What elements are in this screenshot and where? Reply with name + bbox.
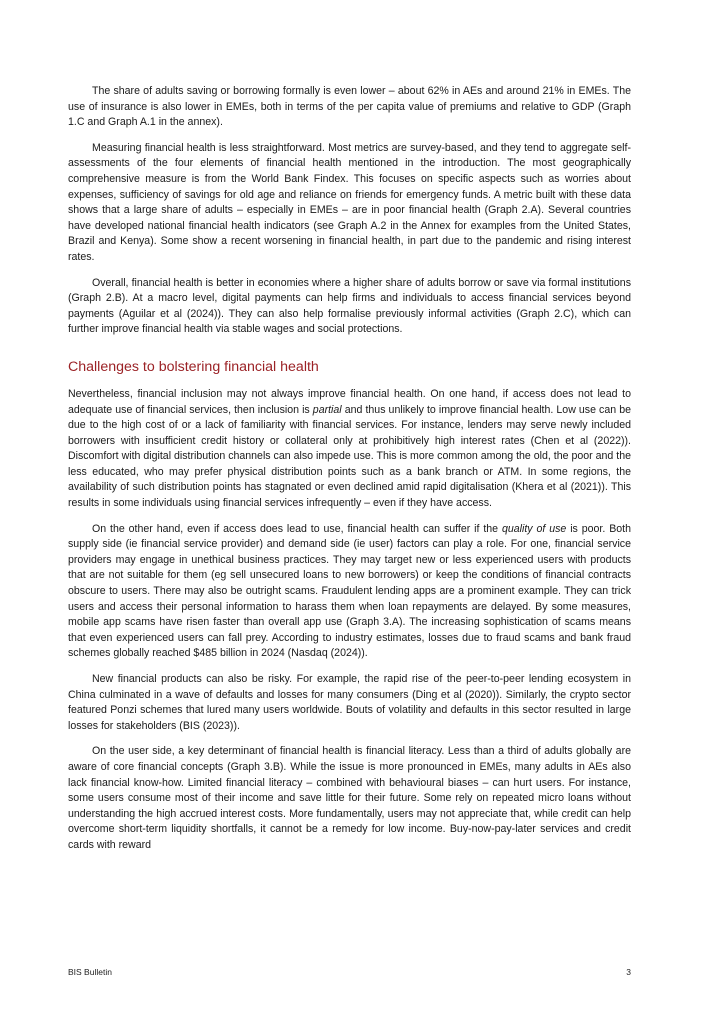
section-heading: Challenges to bolstering financial health xyxy=(68,358,319,375)
paragraph-4-part-b: and thus unlikely to improve financial health. Low use can be due to the high cost of or a lack of familiarity with financial services. For instance, lenders may serve newly included borrowers with insufficient credit history or collateral only at prohibitively high interest rates (Chen et al (2022)). Discomfort with digital distribution channels can also impede use. This is more common among the old, the poor and the less educated, who may prefer physical distribution points such as a bank branch or ATM. In some regions, the availability of such distribution points has stagnated or even declined amid rapid digitalisation (Khera et al (2021)). This results in some individuals using financial services infrequently – even if they have access. xyxy=(68,403,631,510)
footer-publication: BIS Bulletin xyxy=(68,967,112,977)
paragraph-5-part-b: is poor. Both supply side (ie financial service provider) and demand side (ie user) factors can play a role. For one, financial service providers may engage in unethical business practices. They may target new or less experienced users with products that are not suitable for them (eg sell unsecured loans to new borrowers) or keep the conditions of financial contracts obscure to users. There may also be outright scams. Fraudulent lending apps are a prominent example. They can trick users and access their personal information to harass them when loan repayments are delayed. By some measures, mobile app scams have risen faster than overall app use (Graph 3.A). The increasing sophistication of scams means that even experienced users can fall prey. According to industry estimates, losses due to fraud scams and bank fraud schemes globally reached $485 billion in 2024 (Nasdaq (2024)). xyxy=(68,522,631,660)
page-footer xyxy=(68,967,631,977)
page-number: 3 xyxy=(626,967,631,977)
paragraph-5-emphasis: quality of use xyxy=(501,522,567,535)
paragraph-4-emphasis: partial xyxy=(312,403,342,416)
paragraph-4 xyxy=(68,387,631,512)
paragraph-5-part-a: On the other hand, even if access does lead to use, financial health can suffer if the xyxy=(92,522,502,535)
paragraph-1: The share of adults saving or borrowing formally is even lower – about 62% in AEs and around 21% in EMEs. The use of insurance is also lower in EMEs, both in terms of the per capita value of premiums and relative to GDP (Graph 1.C and Graph A.1 in the annex). xyxy=(68,85,631,129)
paragraph-2: Measuring financial health is less straightforward. Most metrics are survey-based, and they tend to aggregate self-assessments of the four elements of financial health mentioned in the introduction. The most geographically comprehensive measure is from the World Bank Findex. This focuses on specific aspects such as worries about expenses, sufficiency of savings for old age and reliance on friends for emergency funds. A metric built with these data shows that a large share of adults – especially in EMEs – are in poor financial health (Graph 2.A). Several countries have developed national financial health indicators (see Graph A.2 in the Annex for examples from the United States, Brazil and Kenya). Some show a recent worsening in financial health, in part due to the pandemic and rising interest rates. xyxy=(68,141,631,263)
paragraph-6: New financial products can also be risky. For example, the rapid rise of the peer-to-peer lending ecosystem in China culminated in a wave of defaults and losses for many consumers (Ding et al (2020)). Similarly, the crypto sector featured Ponzi schemes that lured many users worldwide. Bouts of volatility and defaults in this sector resulted in large losses for stakeholders (BIS (2023)). xyxy=(68,673,631,732)
document-body xyxy=(68,84,631,864)
paragraph-7: On the user side, a key determinant of financial health is financial literacy. Less than a third of adults globally are aware of core financial concepts (Graph 3.B). While the issue is more pronounced in EMEs, many adults in AEs also lack financial know-how. Limited financial literacy – combined with behavioural biases – can hurt users. For instance, some users consume most of their income and save little for their future. Some rely on repeated micro loans without understanding the high accrued interest costs. More fundamentally, users may not appreciate that, while credit can help overcome short-term liquidity shortfalls, it cannot be a remedy for low income. Buy-now-pay-later services and credit cards with reward xyxy=(68,745,631,851)
paragraph-4-part-a: Nevertheless, financial inclusion may not always improve financial health. On one hand, if access does not lead to adequate use of financial services, then inclusion is xyxy=(68,387,631,416)
paragraph-3: Overall, financial health is better in economies where a higher share of adults borrow or save via formal institutions (Graph 2.B). At a macro level, digital payments can help firms and individuals to access financial services beyond payments (Aguilar et al (2024)). They can also help formalise previously informal activities (Graph 2.C), which can further improve financial health via stable wages and social protections. xyxy=(68,276,631,336)
paragraph-5 xyxy=(68,522,631,662)
